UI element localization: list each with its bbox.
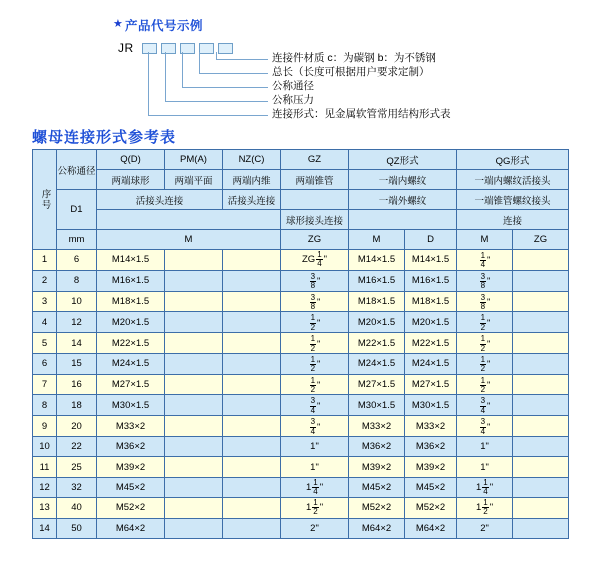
cell-gz: ZG $\frac{1}{4}$ ": [281, 250, 349, 271]
header-group-nzc: NZ(C): [223, 150, 281, 170]
header-row-groups: [33, 150, 569, 170]
diagram-label-material: 连接件材质 c：为碳钢 b：为不锈钢: [272, 52, 436, 64]
cell-seq: 12: [33, 477, 57, 497]
cell-dn: 6: [57, 250, 97, 271]
cell-gz: $\frac{1}{2}$ ": [281, 374, 349, 395]
cell-qg-zg: [513, 477, 569, 497]
cell-pma: [165, 518, 223, 538]
cell-nzc: [223, 291, 281, 312]
cell-dn: 16: [57, 374, 97, 395]
leader-line: [199, 52, 200, 74]
table-row: [33, 457, 569, 477]
cell-qz-m: M39×2: [349, 457, 405, 477]
cell-gz: 1 $\frac{1}{2}$ ": [281, 498, 349, 518]
header-pma-form: 两端平面: [165, 170, 223, 190]
cell-qg-zg: [513, 395, 569, 416]
table-row: [33, 437, 569, 457]
cell-nzc: [223, 477, 281, 497]
cell-qz-m: M36×2: [349, 437, 405, 457]
cell-qg-m: $\frac{3}{4}$ ": [457, 416, 513, 437]
code-box: [199, 43, 214, 54]
code-box: [142, 43, 157, 54]
cell-qz-m: M16×1.5: [349, 270, 405, 291]
cell-gz: $\frac{3}{4}$ ": [281, 416, 349, 437]
header-gz-ball: 球形接头连接: [281, 210, 349, 230]
cell-qz-m: M27×1.5: [349, 374, 405, 395]
leader-line: [148, 52, 149, 116]
table-row: [33, 374, 569, 395]
cell-qz-m: M45×2: [349, 477, 405, 497]
cell-qd: M24×1.5: [97, 353, 165, 374]
header-row-joint: [33, 190, 569, 210]
header-row-forms: [33, 170, 569, 190]
header-unit-mm: mm: [57, 230, 97, 250]
header-group-qz: QZ形式: [349, 150, 457, 170]
cell-qg-zg: [513, 291, 569, 312]
cell-gz: 2": [281, 518, 349, 538]
cell-seq: 7: [33, 374, 57, 395]
leader-line: [199, 73, 268, 74]
cell-qd: M30×1.5: [97, 395, 165, 416]
cell-gz: $\frac{1}{2}$ ": [281, 353, 349, 374]
cell-qd: M52×2: [97, 498, 165, 518]
header-gz-blank: [281, 190, 349, 210]
cell-qz-d: M14×1.5: [405, 250, 457, 271]
cell-qg-zg: [513, 518, 569, 538]
cell-qz-d: M30×1.5: [405, 395, 457, 416]
star-icon: ★: [113, 18, 123, 30]
header-joint-nzc: 活接头连接: [223, 190, 281, 210]
header-unit-qg-zg: ZG: [513, 230, 569, 250]
cell-qg-m: 1 $\frac{1}{4}$ ": [457, 477, 513, 497]
cell-qg-m: $\frac{3}{8}$ ": [457, 291, 513, 312]
header-unit-m: M: [97, 230, 281, 250]
cell-pma: [165, 374, 223, 395]
cell-qd: M45×2: [97, 477, 165, 497]
code-placeholder-boxes: [142, 43, 233, 54]
table-row: [33, 416, 569, 437]
cell-nzc: [223, 312, 281, 333]
header-gz-form: 两端锥管: [281, 170, 349, 190]
cell-seq: 5: [33, 333, 57, 354]
cell-seq: 1: [33, 250, 57, 271]
table-row: [33, 498, 569, 518]
table-row: [33, 270, 569, 291]
cell-qg-zg: [513, 312, 569, 333]
cell-dn: 10: [57, 291, 97, 312]
cell-pma: [165, 437, 223, 457]
cell-qd: M36×2: [97, 437, 165, 457]
cell-gz: $\frac{1}{2}$ ": [281, 312, 349, 333]
cell-nzc: [223, 498, 281, 518]
cell-qz-d: M16×1.5: [405, 270, 457, 291]
cell-seq: 14: [33, 518, 57, 538]
cell-seq: 13: [33, 498, 57, 518]
cell-qz-m: M22×1.5: [349, 333, 405, 354]
cell-qg-zg: [513, 416, 569, 437]
cell-pma: [165, 270, 223, 291]
cell-seq: 9: [33, 416, 57, 437]
cell-nzc: [223, 333, 281, 354]
header-joint-left: 活接头连接: [97, 190, 223, 210]
table-body: [33, 250, 569, 539]
cell-qz-d: M24×1.5: [405, 353, 457, 374]
cell-qz-d: M45×2: [405, 477, 457, 497]
cell-pma: [165, 498, 223, 518]
cell-seq: 3: [33, 291, 57, 312]
cell-dn: 8: [57, 270, 97, 291]
cell-seq: 11: [33, 457, 57, 477]
cell-qg-zg: [513, 498, 569, 518]
cell-qg-m: $\frac{3}{8}$ ": [457, 270, 513, 291]
diagram-title: 产品代号示例: [125, 19, 204, 33]
cell-seq: 2: [33, 270, 57, 291]
table-row: [33, 250, 569, 271]
table-row: [33, 353, 569, 374]
cell-qz-d: M36×2: [405, 437, 457, 457]
cell-qg-m: $\frac{3}{4}$ ": [457, 395, 513, 416]
table-header: [33, 150, 569, 250]
header-dn: 公称通径: [57, 150, 97, 190]
table-row: [33, 395, 569, 416]
leader-line: [182, 87, 268, 88]
cell-seq: 10: [33, 437, 57, 457]
cell-dn: 32: [57, 477, 97, 497]
diagram-label-dn: 公称通径: [272, 80, 314, 92]
cell-nzc: [223, 250, 281, 271]
cell-nzc: [223, 374, 281, 395]
cell-qz-m: M33×2: [349, 416, 405, 437]
cell-qd: M20×1.5: [97, 312, 165, 333]
code-box: [161, 43, 176, 54]
cell-pma: [165, 416, 223, 437]
cell-qz-m: M20×1.5: [349, 312, 405, 333]
cell-qg-zg: [513, 333, 569, 354]
header-unit-qg-m: M: [457, 230, 513, 250]
diagram-label-connection: 连接形式：见金属软管常用结构形式表: [272, 108, 451, 120]
cell-qd: M39×2: [97, 457, 165, 477]
header-qg-form: 一端内螺纹活接头: [457, 170, 569, 190]
cell-qd: M27×1.5: [97, 374, 165, 395]
diagram-label-length: 总长（长度可根据用户要求定制）: [272, 66, 430, 78]
cell-pma: [165, 457, 223, 477]
cell-nzc: [223, 395, 281, 416]
cell-dn: 25: [57, 457, 97, 477]
cell-qz-m: M14×1.5: [349, 250, 405, 271]
table-row: [33, 291, 569, 312]
header-qg-thread: 一端锥管螺纹接头: [457, 190, 569, 210]
cell-qz-d: M39×2: [405, 457, 457, 477]
cell-dn: 20: [57, 416, 97, 437]
cell-nzc: [223, 270, 281, 291]
cell-qz-m: M24×1.5: [349, 353, 405, 374]
table-row: [33, 333, 569, 354]
cell-qz-d: M27×1.5: [405, 374, 457, 395]
cell-qz-m: M52×2: [349, 498, 405, 518]
cell-gz: $\frac{3}{8}$ ": [281, 291, 349, 312]
cell-gz: 1 $\frac{1}{4}$ ": [281, 477, 349, 497]
cell-qz-m: M64×2: [349, 518, 405, 538]
header-qz-blank2: [349, 210, 457, 230]
leader-line: [165, 101, 268, 102]
cell-dn: 14: [57, 333, 97, 354]
header-d1: D1: [57, 190, 97, 230]
cell-gz: $\frac{1}{2}$ ": [281, 333, 349, 354]
cell-pma: [165, 395, 223, 416]
cell-pma: [165, 333, 223, 354]
cell-qz-m: M30×1.5: [349, 395, 405, 416]
product-code-example: [0, 0, 600, 118]
header-unit-qz-m: M: [349, 230, 405, 250]
header-qg-connect: 连接: [457, 210, 569, 230]
cell-pma: [165, 250, 223, 271]
cell-dn: 18: [57, 395, 97, 416]
cell-qd: M22×1.5: [97, 333, 165, 354]
cell-dn: 15: [57, 353, 97, 374]
cell-qg-zg: [513, 353, 569, 374]
cell-gz: $\frac{3}{8}$ ": [281, 270, 349, 291]
cell-qg-zg: [513, 457, 569, 477]
cell-qz-d: M20×1.5: [405, 312, 457, 333]
cell-qg-m: 1": [457, 437, 513, 457]
cell-qz-d: M52×2: [405, 498, 457, 518]
code-box: [218, 43, 233, 54]
cell-qg-m: 2": [457, 518, 513, 538]
cell-qg-m: $\frac{1}{2}$ ": [457, 312, 513, 333]
cell-qz-d: M18×1.5: [405, 291, 457, 312]
header-qz-thread: 一端外螺纹: [349, 190, 457, 210]
header-qd-form: 两端球形: [97, 170, 165, 190]
cell-qd: M16×1.5: [97, 270, 165, 291]
cell-nzc: [223, 437, 281, 457]
cell-qg-m: $\frac{1}{2}$ ": [457, 374, 513, 395]
cell-gz: 1": [281, 457, 349, 477]
nut-connection-table: [32, 149, 569, 539]
cell-seq: 4: [33, 312, 57, 333]
header-group-pma: PM(A): [165, 150, 223, 170]
cell-qz-m: M18×1.5: [349, 291, 405, 312]
diagram-label-pressure: 公称压力: [272, 94, 314, 106]
header-nzc-form: 两端内维: [223, 170, 281, 190]
cell-qg-m: 1 $\frac{1}{2}$ ": [457, 498, 513, 518]
leader-line: [148, 115, 268, 116]
cell-pma: [165, 291, 223, 312]
cell-pma: [165, 477, 223, 497]
cell-qd: M64×2: [97, 518, 165, 538]
leader-line: [182, 52, 183, 88]
leader-line: [216, 59, 268, 60]
cell-seq: 6: [33, 353, 57, 374]
header-qz-form: 一端内螺纹: [349, 170, 457, 190]
header-seq: 序号: [33, 150, 57, 250]
table-row: [33, 477, 569, 497]
cell-qg-m: $\frac{1}{2}$ ": [457, 353, 513, 374]
cell-pma: [165, 312, 223, 333]
header-group-qd: Q(D): [97, 150, 165, 170]
table-row: [33, 312, 569, 333]
leader-line: [165, 52, 166, 102]
header-row-units: [33, 230, 569, 250]
cell-nzc: [223, 518, 281, 538]
cell-gz: 1": [281, 437, 349, 457]
header-unit-zg: ZG: [281, 230, 349, 250]
cell-qg-m: 1": [457, 457, 513, 477]
cell-gz: $\frac{3}{4}$ ": [281, 395, 349, 416]
table-row: [33, 518, 569, 538]
cell-seq: 8: [33, 395, 57, 416]
cell-qz-d: M33×2: [405, 416, 457, 437]
cell-nzc: [223, 353, 281, 374]
cell-qg-zg: [513, 250, 569, 271]
code-prefix: JR: [118, 41, 134, 55]
header-group-gz: GZ: [281, 150, 349, 170]
cell-qg-m: $\frac{1}{4}$ ": [457, 250, 513, 271]
cell-qg-m: $\frac{1}{2}$ ": [457, 333, 513, 354]
cell-qz-d: M22×1.5: [405, 333, 457, 354]
cell-qd: M33×2: [97, 416, 165, 437]
cell-dn: 22: [57, 437, 97, 457]
cell-qz-d: M64×2: [405, 518, 457, 538]
header-unit-qz-d: D: [405, 230, 457, 250]
cell-nzc: [223, 416, 281, 437]
cell-dn: 40: [57, 498, 97, 518]
cell-dn: 50: [57, 518, 97, 538]
cell-pma: [165, 353, 223, 374]
cell-qg-zg: [513, 374, 569, 395]
table-title: 螺母连接形式参考表: [32, 129, 177, 146]
header-group-qg: QG形式: [457, 150, 569, 170]
cell-qg-zg: [513, 270, 569, 291]
cell-nzc: [223, 457, 281, 477]
cell-dn: 12: [57, 312, 97, 333]
cell-qg-zg: [513, 437, 569, 457]
cell-qd: M14×1.5: [97, 250, 165, 271]
header-row-ball: [33, 210, 569, 230]
cell-qd: M18×1.5: [97, 291, 165, 312]
header-left-blank: [97, 210, 281, 230]
